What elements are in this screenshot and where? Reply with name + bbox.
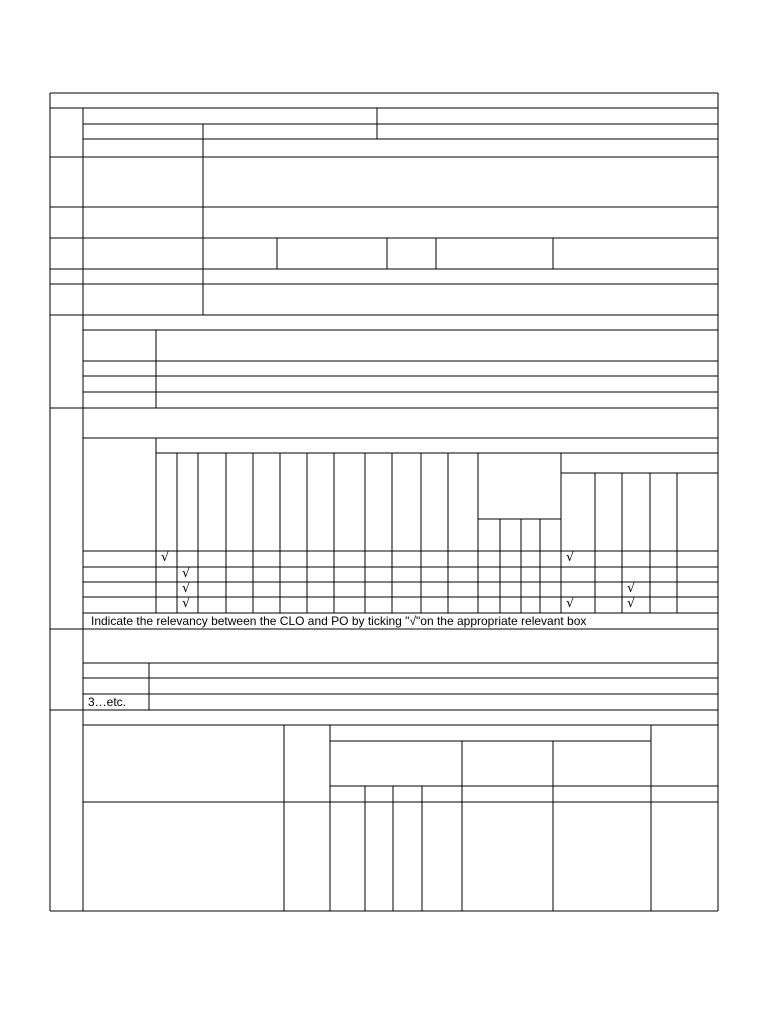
tick-mark: √ xyxy=(566,596,575,611)
tick-mark: √ xyxy=(182,581,191,596)
tick-mark: √ xyxy=(566,550,575,565)
row-etc-label: 3…etc. xyxy=(88,695,127,709)
tick-mark: √ xyxy=(627,596,636,611)
tick-mark: √ xyxy=(627,581,636,596)
relevancy-note: Indicate the relevancy between the CLO and PO by ticking "√"on the appropriate relevant box xyxy=(91,614,587,628)
tick-mark: √ xyxy=(182,566,191,581)
tick-mark: √ xyxy=(161,550,170,565)
tick-mark: √ xyxy=(182,596,191,611)
